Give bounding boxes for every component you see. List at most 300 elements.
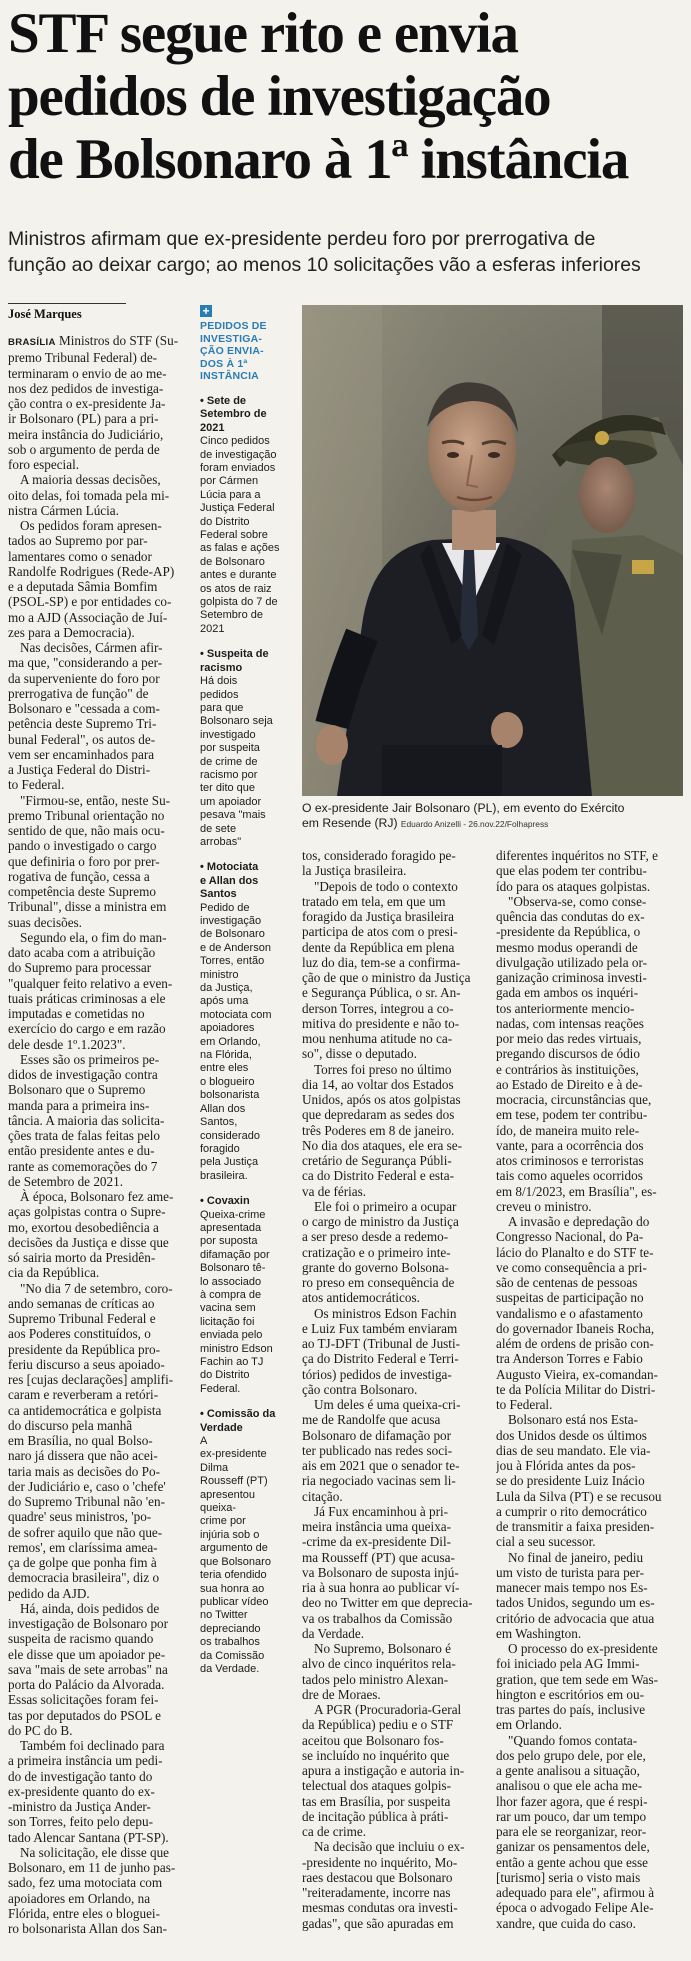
article-line: vandalismo e o afastamento: [496, 1305, 643, 1321]
article-line: manecer mais tempo nos Es-: [496, 1580, 648, 1595]
article-line: va os trabalhos da Comissão: [302, 1610, 453, 1626]
article-line: vante, para a ocorrência dos: [496, 1137, 644, 1153]
sidebar-item-text: após uma: [200, 995, 249, 1008]
sidebar-item-heading: Verdade: [200, 1421, 243, 1434]
article-line: va Bolsonaro de suposta injú-: [302, 1564, 459, 1580]
article-line: petência deste Supremo Tri-: [8, 716, 157, 732]
article-line: grante do governo Bolsona-: [302, 1259, 449, 1275]
sidebar-item: [200, 1195, 288, 1396]
article-line: a ser preso desde a redemo-: [302, 1229, 449, 1245]
sidebar-item-text: investigação: [200, 915, 262, 927]
article-line: Bolsonaro que o Supremo: [8, 1082, 146, 1098]
article-line: que definiria o foro por prer-: [8, 853, 160, 869]
sidebar-title-line: PEDIDOS DE: [200, 320, 267, 332]
sidebar-item-heading: • Sete de: [200, 394, 247, 407]
article-line: pedido da AJD.: [8, 1585, 90, 1601]
article-line: cial a seu sucessor.: [496, 1534, 596, 1550]
sidebar-item-text: argumento de: [200, 1542, 268, 1555]
article-line: rar um pouco, dar um tempo: [496, 1808, 647, 1824]
article-line: Nas decisões, Cármen afir-: [20, 640, 163, 655]
article-line: a gente analisou a situação,: [496, 1763, 640, 1778]
article-line: de transmitir a faixa presiden-: [496, 1519, 655, 1534]
article-line: atos antidemocráticos.: [302, 1290, 420, 1306]
subheadline-line: Ministros afirmam que ex-presidente perdeu foro por prerrogativa de: [8, 228, 596, 250]
article-line: presidente da República pro-: [8, 1341, 160, 1357]
sidebar-item-text: do Distrito: [200, 1369, 250, 1382]
article-line: No final de janeiro, pediu: [508, 1549, 644, 1565]
article-line: cratização e o primeiro inte-: [302, 1244, 451, 1260]
sidebar-item-text: investigado: [200, 728, 256, 741]
article-line: telectual dos ataques golpis-: [302, 1778, 452, 1794]
caption-line: [302, 816, 683, 832]
sidebar-item-text: por suposta: [200, 1235, 258, 1248]
article-line: lhor fazer agora, que é respi-: [496, 1793, 648, 1809]
article-line: Flórida, entre eles o bloguei-: [8, 1905, 160, 1921]
article-line: ído, de maneira muito rele-: [496, 1122, 640, 1138]
article-line: -crime da ex-presidente Dil-: [302, 1534, 452, 1550]
article-column-1: [8, 333, 191, 1958]
article-line: dia 14, ao voltar dos Estados: [302, 1076, 454, 1092]
dateline: BRASÍLIA: [8, 337, 56, 348]
sidebar-item-text: em Orlando,: [200, 1035, 261, 1048]
article-line: Há, ainda, dois pedidos de: [20, 1600, 160, 1616]
article-line: e Luiz Fux também enviaram: [302, 1320, 458, 1336]
article-line: me de Randolfe que acusa: [302, 1412, 441, 1428]
article-line: suspeita de racismo quando: [8, 1631, 154, 1647]
article-line: res [cujas declarações] amplifi-: [8, 1372, 174, 1387]
article-line: luz do dia, tem-se a confirma-: [302, 954, 461, 970]
article-line: Randolfe Rodrigues (Rede-AP): [8, 563, 175, 579]
sidebar-item-text: teria ofendido: [200, 1569, 267, 1582]
article-line: dre de Moraes.: [302, 1686, 381, 1702]
article-line: prerrogativa de função" de: [8, 685, 149, 701]
sidebar-item-text: Rousseff (PT): [200, 1475, 268, 1488]
article-line: aças golpistas contra o Supre-: [8, 1204, 166, 1220]
article-line: ça do Distrito Federal e Terri-: [302, 1351, 459, 1367]
sidebar-item-text: da Justiça,: [200, 982, 253, 995]
sidebar-item-text: no Twitter: [200, 1609, 248, 1622]
sidebar-item-text: por Cármen: [200, 475, 259, 488]
sidebar-title-line: DOS À 1ª: [200, 357, 248, 370]
article-line: em Washington.: [496, 1625, 582, 1641]
photo: [302, 305, 683, 796]
sidebar-title-line: ÇÃO ENVIA-: [200, 345, 264, 358]
sidebar-item-text: os trabalhos: [200, 1636, 260, 1649]
headline-line: de Bolsonaro à 1ª instância: [8, 128, 629, 191]
article-line: dos pelo grupo dele, por ele,: [496, 1747, 646, 1763]
sidebar-item-text: arrobas": [200, 835, 242, 848]
article-line: de Setembro de 2021.: [8, 1173, 123, 1189]
article-line: ca de crime.: [302, 1824, 367, 1839]
article-line: -ministro da Justiça Ander-: [8, 1799, 151, 1814]
sidebar-item-text: do Distrito: [200, 515, 250, 528]
article-line: Augusto Vieira, ex-comandan-: [496, 1366, 658, 1382]
article-line: premo Tribunal Federal) de-: [8, 350, 158, 366]
photo-credit: Eduardo Anizelli - 26.nov.22/Folhapress: [400, 819, 549, 829]
article-line: Lula da Silva (PT) e se recusou: [496, 1488, 662, 1504]
article-line: mocracia, circunstâncias que,: [496, 1092, 652, 1107]
sidebar-item-text: 2021: [200, 622, 225, 635]
article-line: "Observa-se, como conse-: [508, 893, 647, 909]
article-line: ções trata de falas feitas pelo: [8, 1128, 160, 1143]
article-line: apura a instigação e autoria in-: [302, 1763, 465, 1778]
sidebar-item-heading: Setembro de: [200, 408, 267, 421]
article-line: mesmas condutas ora investi-: [302, 1900, 458, 1916]
article-line: um visto de turista para per-: [496, 1564, 645, 1580]
article-line: creveu o ministro.: [496, 1198, 592, 1214]
sidebar-item-heading: e Allan dos: [200, 874, 259, 887]
sidebar-item-text: ter dito que: [200, 782, 256, 795]
sidebar-title-line: INVESTIGA-: [200, 332, 263, 345]
sidebar-item-text: Santos,: [200, 1116, 238, 1129]
article-line: tra Anderson Torres e Fabio: [496, 1351, 643, 1367]
article-line: to Federal.: [8, 777, 65, 793]
article-column-3: [302, 848, 487, 1958]
article-line: A PGR (Procuradoria-Geral: [314, 1702, 462, 1717]
article-line: adequado para ele", afirmou à: [496, 1885, 655, 1900]
article-line: ro bolsonarista Allan dos San-: [8, 1921, 167, 1936]
article-line: mitiva do presidente e não to-: [302, 1015, 460, 1031]
article-line: tratado em tela, em que um: [302, 893, 446, 909]
article-line: sob o argumento de perda de: [8, 441, 160, 457]
sidebar-item-text: Federal sobre: [200, 529, 268, 542]
article-line: vem ser encaminhados para: [8, 746, 155, 762]
sidebar-item-text: pela Justiça: [200, 1156, 259, 1169]
sidebar-item-text: depreciando: [200, 1622, 261, 1635]
sidebar-item-text: Bolsonaro seja: [200, 715, 273, 728]
sidebar-item-text: ministro Edson: [200, 1342, 273, 1355]
sidebar-item-text: antes e durante: [200, 569, 277, 582]
sidebar-item-text: de Bolsonaro: [200, 555, 265, 568]
article-line: nistra Cármen Lúcia.: [8, 502, 119, 518]
article-line: ria negociado vacinas sem li-: [302, 1473, 456, 1489]
article-line: participa de atos com o presi-: [302, 924, 458, 940]
article-line: do de investigação tanto do: [8, 1768, 153, 1784]
article-line: No Supremo, Bolsonaro é: [314, 1641, 451, 1656]
sidebar-item-text: por suspeita: [200, 742, 260, 755]
article-line: "Quando fomos contata-: [508, 1732, 638, 1748]
sidebar-item-text: apresentada: [200, 1221, 262, 1234]
article-line: terminaram o envio de ao me-: [8, 365, 167, 381]
article-line: em 8/1/2023, em Brasília", es-: [496, 1183, 657, 1199]
article-line: alvo de cinco inquéritos rela-: [302, 1656, 456, 1672]
article-line: Bolsonaro está nos Esta-: [508, 1412, 639, 1428]
article-line: O processo do ex-presidente: [508, 1641, 658, 1656]
sidebar-item-text: pesava "mais: [200, 809, 266, 822]
article-line: sado, fez uma motociata com: [8, 1875, 163, 1891]
sidebar-item-text: crime por: [200, 1515, 246, 1528]
article-line: lácio do Planalto e do STF te-: [496, 1244, 654, 1260]
article-line: son Torres, feito pelo depu-: [8, 1814, 153, 1830]
sidebar-item-text: difamação por: [200, 1248, 270, 1261]
article-line: Unidos, após os atos golpistas: [302, 1092, 461, 1107]
article-line: tas por deputados do PSOL e: [8, 1707, 161, 1723]
sidebar-item-text: ex-presidente: [200, 1448, 267, 1461]
byline: José Marques: [8, 307, 82, 321]
article-line: tos anteriormente mencio-: [496, 1000, 635, 1016]
article-line: do Supremo Tribunal não 'en-: [8, 1494, 165, 1509]
headline: [8, 2, 688, 191]
article-line: À época, Bolsonaro fez ame-: [20, 1189, 174, 1204]
article-line: taria mais as decisões do Po-: [8, 1463, 160, 1479]
sidebar-item-text: na Flórida,: [200, 1049, 252, 1062]
article-line: -presidente da República, o: [496, 924, 641, 940]
article-line: mou nenhuma atitude no ca-: [302, 1031, 453, 1046]
sidebar-item-text: um apoiador: [200, 795, 262, 808]
sidebar-item: [200, 1408, 288, 1676]
article-line: atos criminosos e terroristas: [496, 1153, 644, 1168]
sidebar-item-text: lo associado: [200, 1275, 262, 1288]
article-line: de incitação pública à práti-: [302, 1808, 449, 1824]
article-line: que depredaram as sedes dos: [302, 1107, 455, 1123]
article-line: competência deste Supremo: [8, 884, 156, 899]
sidebar-item-text: para que: [200, 701, 244, 714]
article-line: então a gente achou que esse: [496, 1854, 648, 1870]
article-line: gration, que tem sede em Was-: [496, 1671, 659, 1687]
sidebar-item-text: apoiadores: [200, 1022, 255, 1035]
article-line: ele disse que um apoiador pe-: [8, 1646, 166, 1662]
article-line: critório de advocacia que atua: [496, 1610, 655, 1626]
article-line: va de férias.: [302, 1183, 367, 1199]
sidebar-box: [200, 305, 288, 1676]
article-line: aos Poderes constituídos, o: [8, 1326, 151, 1342]
sidebar-item-text: Dilma: [200, 1461, 229, 1474]
sidebar-item-text: Torres, então: [200, 955, 265, 968]
article-line: da República) pediu e o STF: [302, 1717, 454, 1733]
article-line: -presidente no inquérito, Mo-: [302, 1854, 458, 1870]
article-line: do Supremo para processar: [8, 960, 152, 976]
headline-line: pedidos de investigação: [8, 65, 551, 128]
article-line: dato acaba com a atribuição: [8, 945, 156, 960]
article-line: ma Rousseff (PT) que acusa-: [302, 1549, 455, 1565]
article-line: Um deles é uma queixa-cri-: [314, 1397, 461, 1412]
article-line: do discurso pela manhã: [8, 1417, 133, 1433]
article-line: dos Unidos desde os últimos: [496, 1427, 647, 1443]
article-line: são de centenas de pessoas: [496, 1275, 638, 1290]
article-line: Já Fux encaminhou à pri-: [314, 1503, 449, 1519]
sidebar-item-text: golpista do 7 de: [200, 596, 278, 609]
sidebar-item-text: Setembro de: [200, 609, 263, 622]
bolsonaro-photo: [302, 305, 683, 796]
article-line: tras partes do país, inclusive: [496, 1702, 646, 1717]
article-line: se do presidente Luiz Inácio: [496, 1473, 645, 1489]
sidebar-item-text: bolsonarista: [200, 1089, 260, 1102]
sidebar-item-text: entre eles: [200, 1062, 249, 1075]
article-line: a primeira instância um pedi-: [8, 1753, 163, 1769]
article-line: ro preso em consequência de: [302, 1275, 455, 1290]
article-line: A maioria dessas decisões,: [20, 472, 161, 488]
sidebar-item-text: que Bolsonaro: [200, 1555, 271, 1568]
sidebar-item-heading: • Suspeita de: [200, 648, 269, 661]
article-line: ca antidemocrática e golpista: [8, 1402, 162, 1418]
article-line: tais como aqueles ocorridos: [496, 1168, 643, 1184]
article-line: tórios) pedidos de investiga-: [302, 1366, 452, 1382]
article-line: A invasão e depredação do: [508, 1214, 650, 1229]
sidebar-item-text: vacina sem: [200, 1302, 256, 1315]
article-line: Também foi declinado para: [20, 1738, 165, 1753]
sidebar-item-heading: 2021: [200, 421, 225, 434]
sidebar-item-text: licitação foi: [200, 1315, 255, 1328]
subheadline: [8, 226, 688, 278]
article-line: em tese, podem ter contribu-: [496, 1107, 648, 1123]
article-line: do PC do B.: [8, 1722, 73, 1738]
sidebar-item-text: o blogueiro: [200, 1075, 255, 1088]
article-line: em Orlando.: [496, 1717, 562, 1733]
article-line: tados pelo ministro Alexan-: [302, 1671, 449, 1687]
article-line: e a deputada Sâmia Bomfim: [8, 579, 158, 594]
article-line: e contrários às instituições,: [496, 1061, 639, 1077]
article-line: Bolsonaro, em 11 de junho pas-: [8, 1860, 176, 1875]
sidebar-item-text: brasileira.: [200, 1169, 248, 1182]
article-line: didos de investigação contra: [8, 1067, 158, 1082]
sidebar-item-text: Há dois: [200, 675, 238, 688]
article-line: além de ordens de prisão con-: [496, 1336, 654, 1351]
article-line: dele desde 1º.1.2023".: [8, 1036, 126, 1052]
sidebar-item-text: motociata com: [200, 1008, 272, 1021]
article-line: aceitou que Bolsonaro fos-: [302, 1732, 444, 1748]
article-line: mo, exortou desobediência a: [8, 1219, 159, 1235]
sidebar-item-text: Cinco pedidos: [200, 435, 270, 448]
article-line: três Poderes em 8 de janeiro.: [302, 1122, 455, 1138]
sidebar-item-text: Federal.: [200, 1382, 241, 1395]
article-line: Ele foi o primeiro a ocupar: [314, 1198, 457, 1214]
article-line: so", disse o deputado.: [302, 1046, 417, 1062]
photo-caption: [302, 801, 683, 832]
article-line: ais em 2021 que o senador te-: [302, 1458, 460, 1473]
article-line: [8, 333, 191, 350]
article-line: derson Torres, integrou a co-: [302, 1000, 454, 1016]
article-line: "reiteradamente, incorre nas: [302, 1885, 451, 1900]
article-line: Bolsonaro de difamação por: [302, 1427, 452, 1443]
sidebar-item-text: apresentou: [200, 1488, 256, 1501]
sidebar-item-heading: Santos: [200, 888, 237, 901]
sidebar-item-text: Allan dos: [200, 1102, 246, 1115]
article-column-4: [496, 848, 686, 1958]
sidebar-item-text: considerado: [200, 1129, 260, 1142]
article-line: ção de que o ministro da Justiça: [302, 970, 471, 985]
sidebar-item-text: injúria sob o: [200, 1528, 260, 1541]
sidebar-item-text: enviada pelo: [200, 1329, 263, 1342]
article-line: Na solicitação, ele disse que: [20, 1844, 170, 1860]
article-line: dente da República em plena: [302, 939, 455, 955]
sidebar-item-text: foram enviados: [200, 462, 276, 474]
sidebar-item-text: Queixa-crime: [200, 1208, 266, 1221]
article-line: ve como consequência a pri-: [496, 1259, 647, 1275]
article-line: pregando discursos de ódio: [496, 1046, 640, 1062]
sidebar-item-text: Bolsonaro tê-: [200, 1262, 266, 1275]
article-line: "Firmou-se, então, neste Su-: [20, 792, 171, 808]
article-line: se incluído no inquérito que: [302, 1747, 450, 1763]
article-line: ção contra o ex-presidente Ja-: [8, 396, 166, 411]
article-line: Congresso Nacional, do Pa-: [496, 1229, 644, 1245]
article-line: caram e reverberam a retóri-: [8, 1387, 159, 1403]
sidebar-item-text: racismo por: [200, 768, 258, 781]
article-line: por meio das redes virtuais,: [496, 1031, 642, 1046]
article-line: de sofrer aquilo que não que-: [8, 1524, 163, 1540]
article-line: Segundo ela, o fim do man-: [20, 929, 167, 945]
article-line: tado Alencar Santana (PT-SP).: [8, 1829, 169, 1845]
article-line: "No dia 7 de setembro, coro-: [20, 1280, 173, 1296]
article-line: jou à Flórida antes da pos-: [496, 1458, 636, 1473]
article-line: Esses são os primeiros pe-: [20, 1051, 160, 1067]
byline-rule: [8, 303, 126, 304]
article-line: mo a AJD (Associação de Juí-: [8, 609, 168, 625]
article-line: ção contra Bolsonaro.: [302, 1381, 418, 1397]
article-line: o cargo de ministro da Justiça: [302, 1214, 459, 1229]
sidebar-item-text: Lúcia para a: [200, 488, 261, 501]
article-line: premo Tribunal orientação no: [8, 807, 165, 823]
article-line: foro especial.: [8, 457, 80, 472]
article-line: quência das condutas do ex-: [496, 909, 645, 924]
article-line: Tribunal", disse a ministra em: [8, 899, 167, 915]
sidebar-item-text: da Comissão: [200, 1649, 265, 1662]
headline-line: STF segue rito e envia: [8, 2, 518, 65]
article-line: pando o investigado o cargo: [8, 838, 157, 854]
article-line: (PSOL-SP) e por entidades co-: [8, 594, 172, 610]
article-line: sentido de que, não mais ocu-: [8, 823, 165, 838]
article-line: da Verdade.: [302, 1625, 365, 1641]
sidebar-item-text: pedidos: [200, 688, 239, 701]
article-line: remos', em claríssima amea-: [8, 1539, 158, 1555]
article-line: "Depois de todo o contexto: [314, 878, 458, 894]
sidebar-item-text: foragido: [200, 1142, 240, 1155]
sidebar-item-heading: • Motociata: [200, 861, 259, 874]
article-line: hington e escritórios em ou-: [496, 1686, 644, 1702]
sidebar-title-line: INSTÂNCIA: [200, 370, 259, 383]
article-line: to Federal.: [496, 1397, 553, 1412]
article-line: ganização criminosa investi-: [496, 970, 647, 985]
sidebar-item-text: de investigação: [200, 448, 277, 461]
sidebar-item-text: queixa-: [200, 1502, 237, 1515]
article-line: bunal Federal", os autos de-: [8, 731, 156, 747]
article-line: ao Estado de Direito e à de-: [496, 1076, 643, 1092]
article-line: Os ministros Edson Fachin: [314, 1305, 457, 1321]
sidebar-item-text: da Verdade.: [200, 1662, 260, 1675]
article-line: dias de seu mandato. Ele via-: [496, 1442, 651, 1458]
article-line: nos dez pedidos de investiga-: [8, 380, 164, 396]
sidebar-item-text: Fachin ao TJ: [200, 1356, 264, 1368]
article-line: diferentes inquéritos no STF, e: [496, 848, 658, 863]
sidebar-item-text: de Bolsonaro: [200, 928, 265, 941]
sidebar-item-text: A: [200, 1435, 208, 1448]
article-line: [turismo] seria o visto mais: [496, 1869, 641, 1885]
article-line: feriu discurso a seus apoiado-: [8, 1356, 165, 1372]
article-line: que elas podem ter contribu-: [496, 863, 647, 879]
article-line: mesmo modus operandi de: [496, 939, 638, 955]
article-line: meira instância do Judiciário,: [8, 426, 164, 442]
article-line: época o advogado Felipe Ale-: [496, 1900, 654, 1916]
article-line: la Justiça brasileira.: [302, 863, 407, 879]
article-line: sava "mais de sete arrobas" na: [8, 1661, 168, 1677]
article-line: Na decisão que incluiu o ex-: [314, 1839, 465, 1855]
article-line: ter publicado nas redes soci-: [302, 1442, 453, 1458]
article-line: No dia dos ataques, ele era se-: [302, 1137, 463, 1153]
article-line: xandre, que cuida do caso.: [496, 1915, 636, 1931]
article-line: analisou o que ele acha me-: [496, 1778, 643, 1794]
article-line: então presidente antes e du-: [8, 1143, 155, 1159]
article-line: para ele se reorganizar, reor-: [496, 1824, 647, 1839]
article-line: ando semanas de críticas ao: [8, 1295, 155, 1311]
article-line: suas decisões.: [8, 914, 82, 930]
article-line: tuais práticas criminosas a ele: [8, 990, 166, 1006]
sidebar-item-text: as falas e ações: [200, 542, 280, 555]
sidebar-item: [200, 861, 288, 1183]
article-line: Torres foi preso no último: [314, 1061, 452, 1077]
article-line: ca do Distrito Federal e esta-: [302, 1168, 454, 1184]
article-line: tos, considerado foragido pe-: [302, 848, 456, 863]
article-line: apoiadores em Orlando, na: [8, 1890, 151, 1906]
sidebar-item-text: Justiça Federal: [200, 502, 275, 515]
